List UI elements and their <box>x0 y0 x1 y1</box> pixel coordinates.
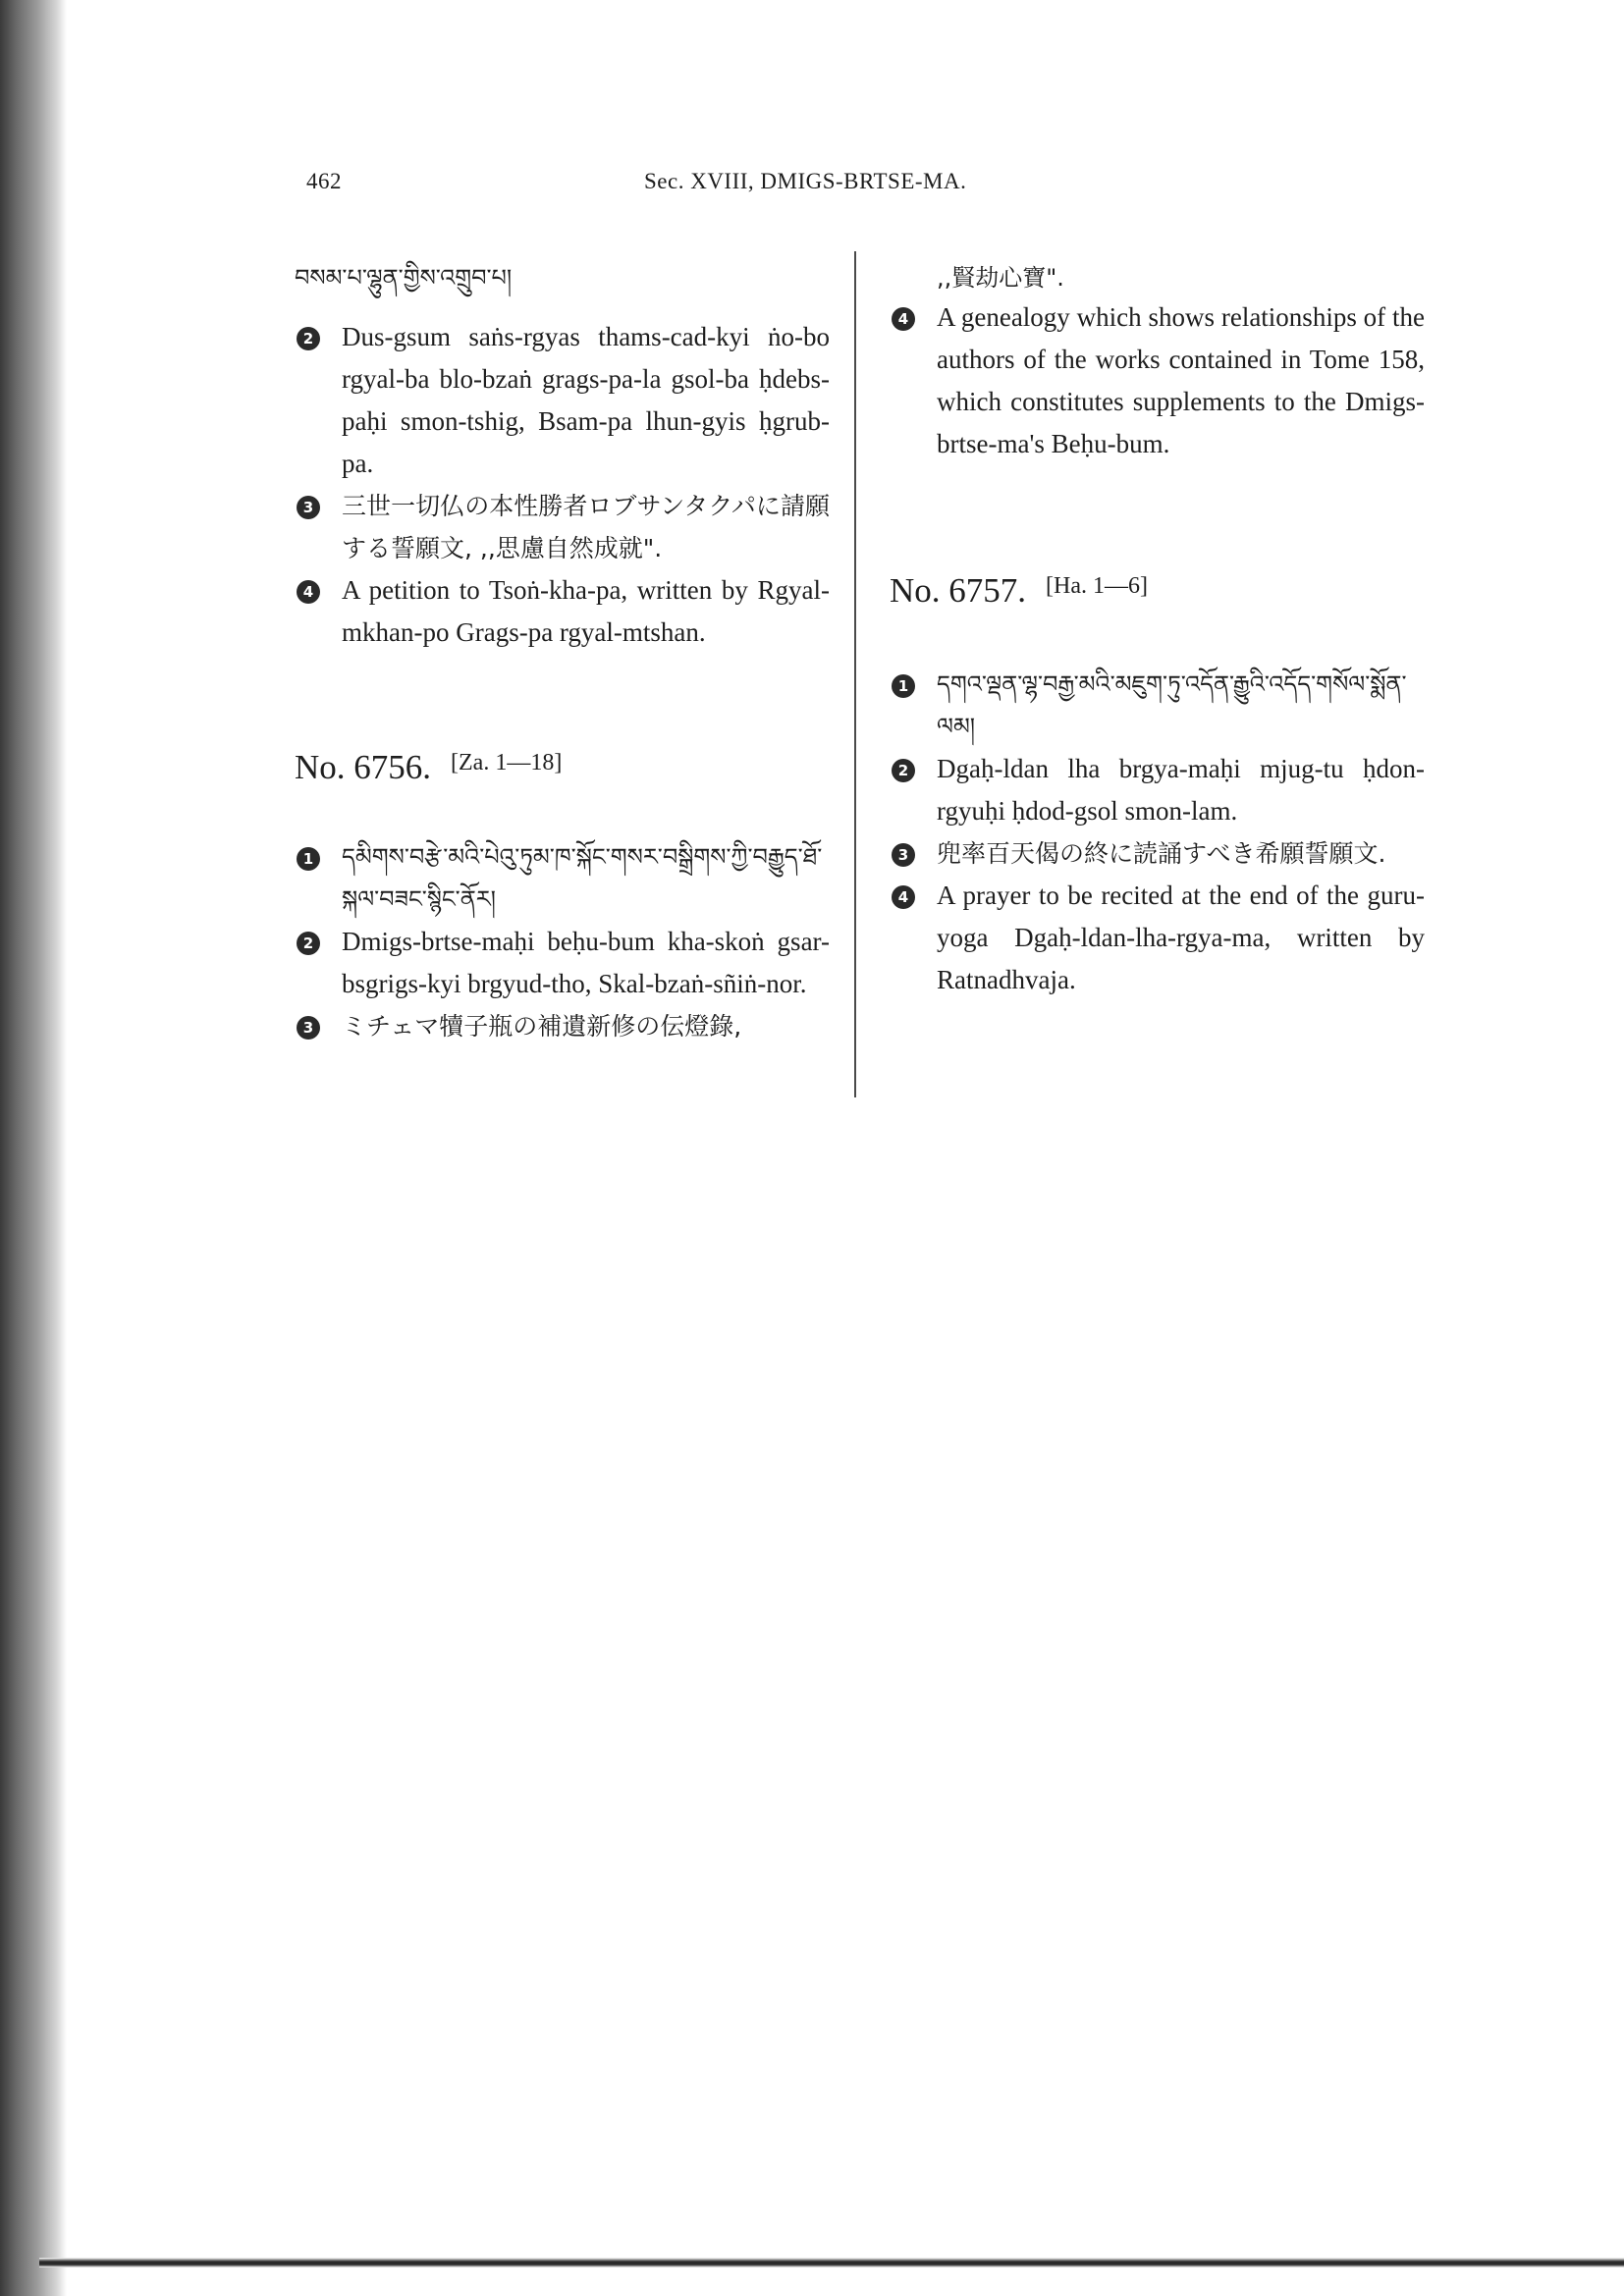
tibetan-title: དམིགས་བརྩེ་མའི་པེའུ་ཏུམ་ཁ་སྐོང་གསར་བསྒྲིགས་ཀྱི་བརྒྱུད་ཐོ་སྐལ་བཟང་སྙིང་ནོར། <box>342 843 823 913</box>
circled-number-marker: 4 <box>297 580 320 604</box>
list-item <box>295 569 830 654</box>
item-text: ミチェマ犢子瓶の補遺新修の伝燈錄, <box>342 1012 742 1041</box>
circled-number-marker: 3 <box>297 496 320 519</box>
right-top-items <box>890 296 1425 465</box>
bottom-edge-rule <box>39 2258 1624 2268</box>
circled-number-marker: 4 <box>892 307 915 331</box>
list-item <box>295 1005 830 1047</box>
item-text: Dus-gsum saṅs-rgyas thams-cad-kyi ṅo-bo rgyal-ba blo-bzaṅ grags-pa-la gsol-ba ḥdebs-paḥi smon-tshig, Bsam-pa lhun-gyis ḥgrub-pa. <box>342 322 830 478</box>
list-item <box>890 664 1425 748</box>
book-spine-shadow <box>0 0 67 2296</box>
circled-number-marker: 2 <box>297 932 320 955</box>
entry-number: No. 6756. <box>295 748 432 786</box>
list-item <box>295 316 830 485</box>
left-entry-items <box>295 836 830 1047</box>
running-title: Sec. XVIII, DMIGS-BRTSE-MA. <box>644 169 967 193</box>
tibetan-title: དགའ་ལྡན་ལྷ་བརྒྱ་མའི་མཇུག་ཏུ་འདོན་རྒྱུའི་འདོད་གསོལ་སྨོན་ལམ། <box>937 670 1407 740</box>
entry-reference: [Ha. 1—6] <box>1046 573 1148 599</box>
entry-number: No. 6757. <box>890 571 1027 610</box>
circled-number-marker: 3 <box>297 1016 320 1040</box>
item-text: Dgaḥ-ldan lha brgya-maḥi mjug-tu ḥdon-rgyuḥi ḥdod-gsol smon-lam. <box>937 754 1425 826</box>
list-item <box>890 296 1425 465</box>
list-item <box>295 485 830 569</box>
item-text: A prayer to be recited at the end of the guru-yoga Dgaḥ-ldan-lha-rgya-ma, written by Ratnadhvaja. <box>937 881 1425 994</box>
tibetan-continuation: བསམ་པ་ལྷུན་གྱིས་འགྲུབ་པ། <box>295 264 513 292</box>
item-text: 三世一切仏の本性勝者ロブサンタクパに請願する誓願文, ,,思慮自然成就". <box>342 492 830 562</box>
circled-number-marker: 4 <box>892 885 915 909</box>
list-item <box>295 836 830 921</box>
list-item <box>295 921 830 1005</box>
list-item <box>890 748 1425 832</box>
right-entry-items <box>890 664 1425 1001</box>
entry-reference: [Za. 1—18] <box>451 750 563 775</box>
item-text: A genealogy which shows relationships of the authors of the works contained in Tome 158, which constitutes supplements to the Dmigs-brtse-ma's Beḥu-bum. <box>937 302 1425 458</box>
entry-heading <box>295 748 830 787</box>
left-top-items <box>295 316 830 654</box>
circled-number-marker: 1 <box>892 674 915 698</box>
circled-number-marker: 3 <box>892 843 915 867</box>
circled-number-marker: 2 <box>892 759 915 782</box>
page-number: 462 <box>306 169 342 193</box>
item-text: 兜率百天偈の終に読誦すべき希願誓願文. <box>937 839 1386 868</box>
circled-number-marker: 1 <box>297 847 320 871</box>
circled-number-marker: 2 <box>297 327 320 350</box>
item-text: Dmigs-brtse-maḥi beḥu-bum kha-skoṅ gsar-bsgrigs-kyi brgyud-tho, Skal-bzaṅ-sñiṅ-nor. <box>342 927 830 998</box>
item-text: A petition to Tsoṅ-kha-pa, written by Rgyal-mkhan-po Grags-pa rgyal-mtshan. <box>342 575 830 647</box>
list-item <box>890 875 1425 1001</box>
entry-heading <box>890 571 1425 611</box>
japanese-continuation: ,,賢劫心寶". <box>937 264 1064 292</box>
column-divider <box>854 251 856 1097</box>
list-item <box>890 832 1425 875</box>
